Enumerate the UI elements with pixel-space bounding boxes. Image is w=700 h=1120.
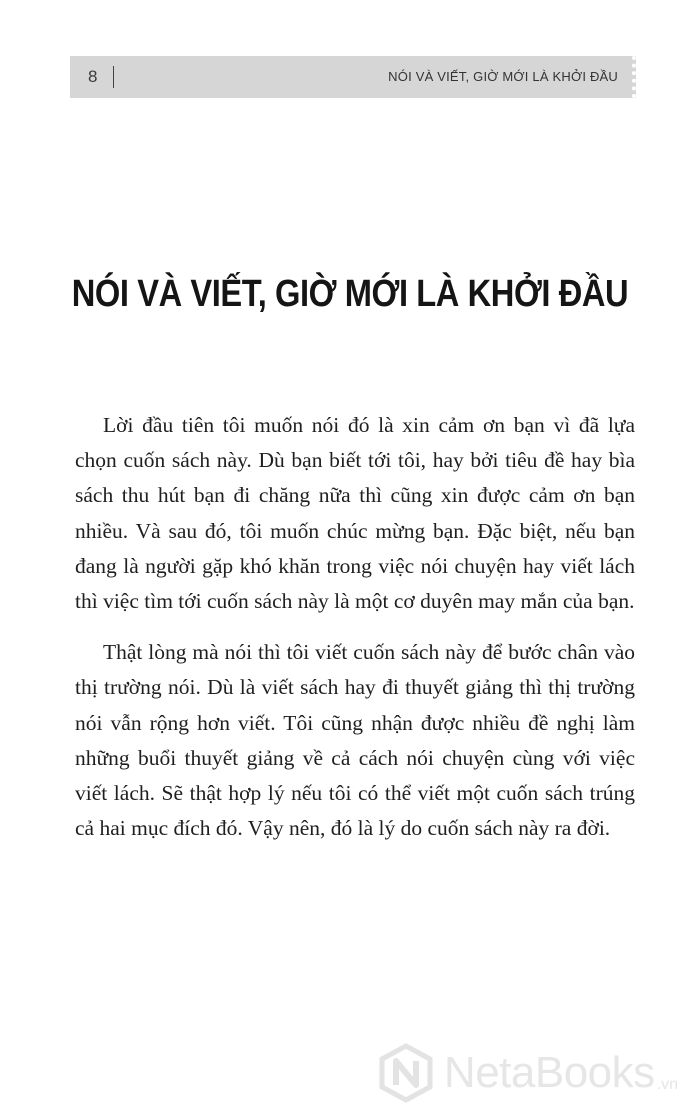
watermark (376, 1042, 678, 1104)
running-title: NÓI VÀ VIẾT, GIỜ MỚI LÀ KHỞI ĐẦU (388, 69, 618, 84)
page-number: 8 (88, 67, 98, 86)
watermark-suffix: .vn (656, 1076, 678, 1093)
paragraph-2: Thật lòng mà nói thì tôi viết cuốn sách này để bước chân vào thị trường nói. Dù là viết sách hay đi thuyết giảng thì thị trường nói vẫn rộng hơn viết. Tôi cũng nhận được nhiều đề nghị làm những buổi thuyết giảng về cả cách nói chuyện cùng với việc viết lách. Sẽ thật hợp lý nếu tôi có thể viết một cuốn sách trúng cả hai mục đích đó. Vậy nên, đó là lý do cuốn sách này ra đời. (75, 640, 635, 841)
body-text (75, 408, 635, 862)
chapter-title: NÓI VÀ VIẾT, GIỜ MỚI LÀ KHỞI ĐẦU (71, 273, 629, 315)
netabooks-logo-icon (376, 1043, 436, 1103)
watermark-brand: NetaBooks (443, 1048, 655, 1097)
header-divider (113, 66, 114, 88)
paragraph-1: Lời đầu tiên tôi muốn nói đó là xin cảm ơn bạn vì đã lựa chọn cuốn sách này. Dù bạn biết tới tôi, hay bởi tiêu đề hay bìa sách thu hút bạn đi chăng nữa thì cũng xin được cảm ơn bạn nhiều. Và sau đó, tôi muốn chúc mừng bạn. Đặc biệt, nếu bạn đang là người gặp khó khăn trong việc nói chuyện hay viết lách thì việc tìm tới cuốn sách này là một cơ duyên may mắn của bạn. (75, 413, 635, 614)
running-header (70, 56, 636, 98)
